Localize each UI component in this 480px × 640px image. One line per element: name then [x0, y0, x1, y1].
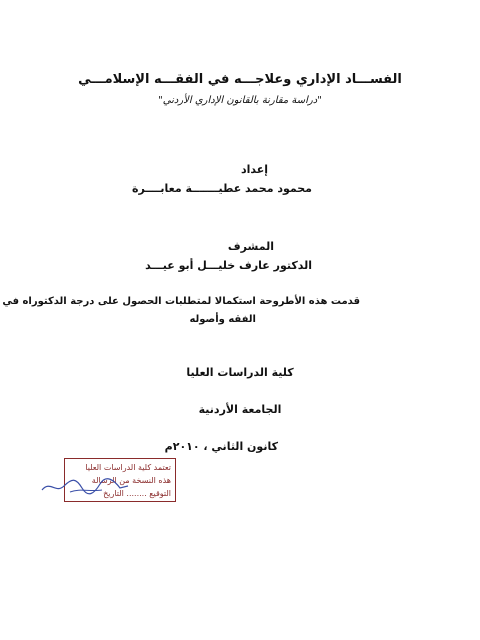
supervisor-name: الدكتور عارف خليـــل أبو عيـــد [145, 259, 312, 272]
submission-date: كانون الثاني ، ٢٠١٠م [164, 440, 278, 453]
handwritten-signature [40, 476, 130, 496]
purpose-statement-line-2: الفقه وأصوله [189, 314, 256, 325]
stamp-line-1: تعتمد كلية الدراسات العليا [85, 463, 171, 472]
prepared-by-label: إعداد [240, 163, 268, 176]
university-name: الجامعة الأردنية [198, 403, 282, 416]
thesis-title: الفســـاد الإداري وعلاجـــه في الفقـــه الإسلامـــي [78, 72, 402, 87]
stamp-line-2: هذه النسخة من الرسالة [91, 476, 171, 485]
purpose-statement-line-1: قدمت هذه الأطروحة استكمالا لمتطلبات الحصول على درجة الدكتوراه في [2, 296, 360, 307]
author-name: محمود محمد عطيـــــــة معابــــرة [132, 182, 312, 195]
stamp-line-3: التوقيع ........ التاريخ [103, 489, 171, 498]
faculty-name: كلية الدراسات العليا [186, 366, 294, 379]
supervisor-label: المشرف [227, 240, 274, 253]
thesis-subtitle: "دراسة مقارنة بالقانون الإداري الأردني" [158, 95, 322, 106]
